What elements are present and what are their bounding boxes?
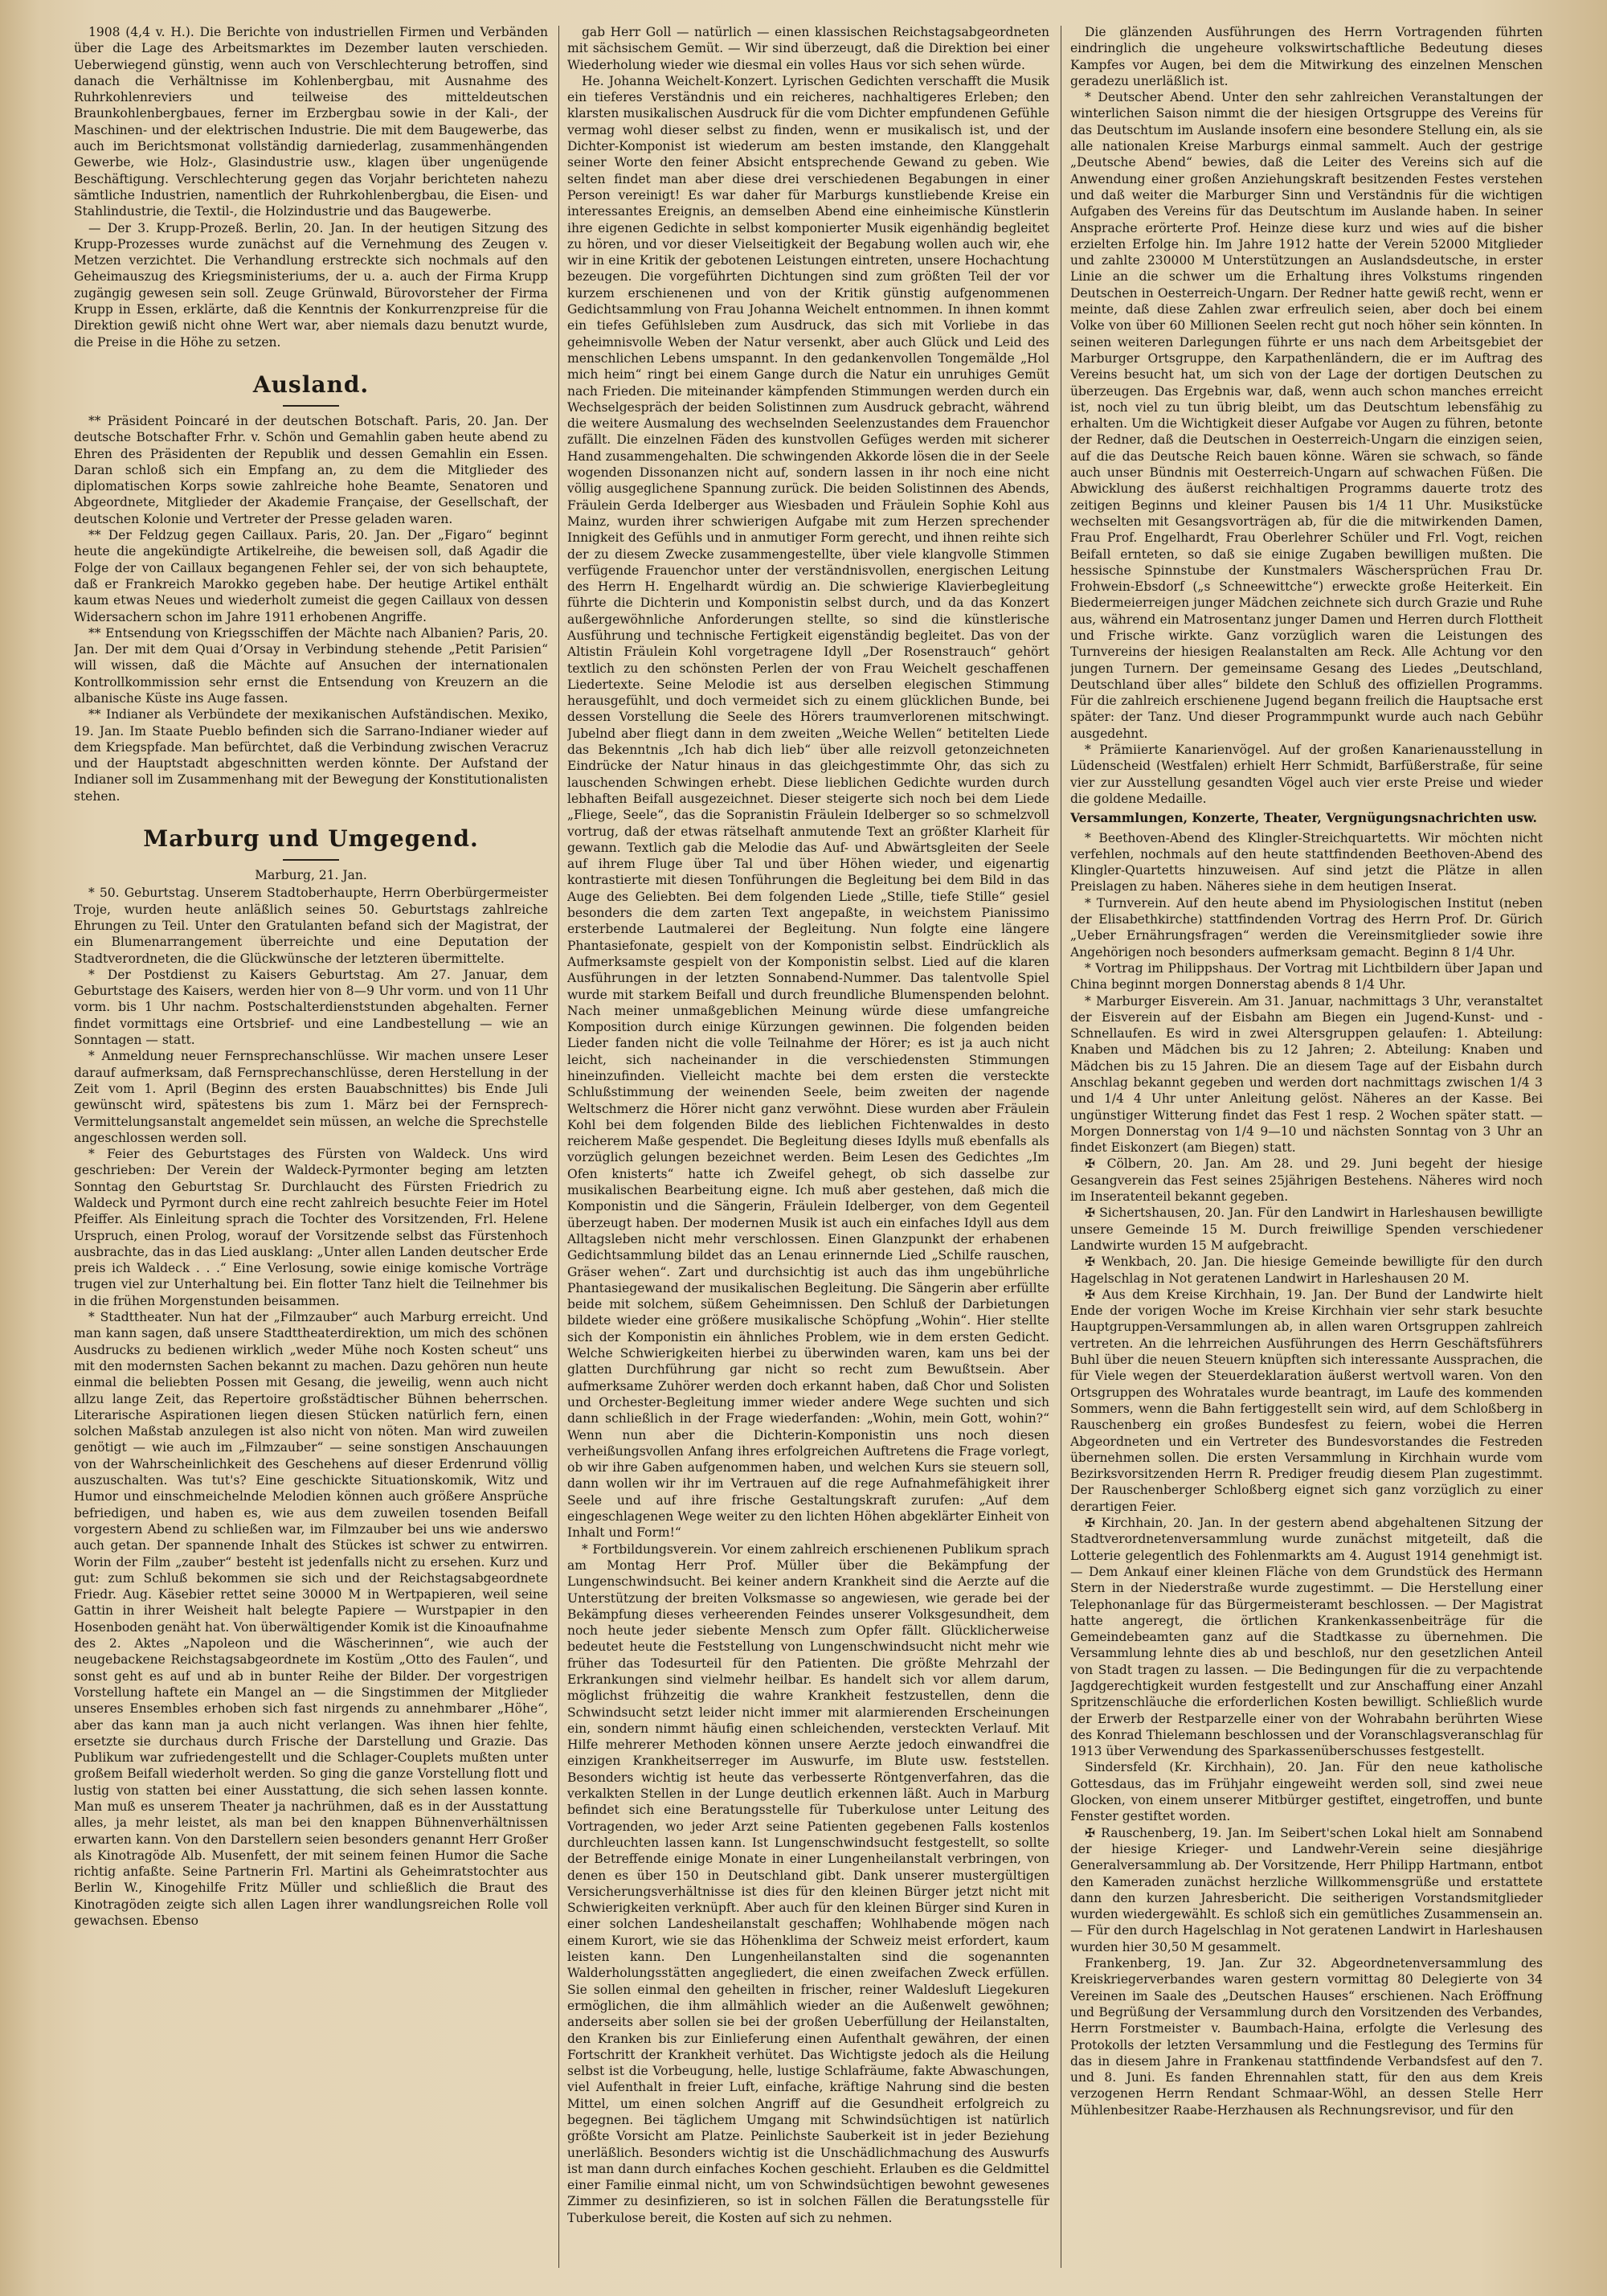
column-right bbox=[1070, 24, 1543, 2282]
column-middle bbox=[567, 24, 1049, 2282]
article-postdienst: * Der Postdienst zu Kaisers Geburtstag. Am 27. Januar, dem Geburtstage des Kaisers, werden hier von 8—9 Uhr vorm. und von 11 Uhr vorm. bis 1 Uhr nachm. Postschalterdienststunden abgehalten. Ferner findet vormittags eine Ortsbrief- und eine Landbestellung — wie an Sonntagen — statt. bbox=[74, 967, 548, 1048]
article-fernsprech: * Anmeldung neuer Fernsprechanschlüsse. Wir machen unsere Leser darauf aufmerksam, daß Fernsprechanschlüsse, deren Herstellung in der Zeit vom 1. April (Beginn des ersten Bauabschnittes) bis Ende Juli gewünscht wird, spätestens bis zum 1. März bei der Fernsprech-Vermittelungsanstalt angemeldet sein müssen, an welche die Sprechstelle angeschlossen werden soll. bbox=[74, 1049, 548, 1145]
article-rauschenberg: ✠ Rauschenberg, 19. Jan. Im Seibert'schen Lokal hielt am Sonnabend der hiesige Krieger- und Landwehr-Verein seine diesjährige Generalversammlung ab. Der Vorsitzende, Herr Philipp Hartmann, entbot den Kameraden zunächst herzliche Willkommensgrüße und erstattete dann den kurzen Jahresbericht. Die seitherigen Vorstandsmitglieder wurden wiedergewählt. Es schloß sich ein gemütliches Zusammensein an. — Für den durch Hagelschlag in Not geratenen Landwirt in Harleshausen wurden hier 30,50 M gesammelt. bbox=[1070, 1825, 1543, 1954]
article-geburtstag: * 50. Geburtstag. Unserem Stadtoberhaupte, Herrn Oberbürgermeister Troje, wurden heute anläßlich seines 50. Geburtstags zahlreiche Ehrungen zu Teil. Unter den Gratulanten befand sich der Magistrat, der ein Blumenarrangement überreichte und eine Deputation der Stadtverordneten, die die Glückwünsche der letzteren übermittelte. bbox=[74, 886, 548, 966]
article-weichelt-konzert: He. Johanna Weichelt-Konzert. Lyrischen Gedichten verschafft die Musik ein tieferes Verständnis und ein reicheres, nachhaltigeres Erleben; den klarsten musikalischen Ausdruck für die vom Dichter empfundenen Gefühle vermag wohl dieser selbst zu finden, wenn er musikalisch ist, und der Dichter-Komponist ist wiederum am besten imstande, den Klanggehalt seiner Worte den feiner Absicht entsprechende Gewand zu geben. Wie selten findet man aber diese drei verschiedenen Begabungen in einer Person vereinigt! Es war daher für Marburgs kunstliebende Kreise ein interessantes Ereignis, an demselben Abend eine einheimische Künstlerin ihre eigenen Gedichte in selbst komponierter Musik eigenhändig begleitet zu hören, und vor dieser Vielseitigkeit der Begabung wollen auch wir, ehe wir in eine Kritik der gebotenen Leistungen eintreten, unsere Hochachtung bezeugen. Die vorgeführten Dichtungen sind zum größten Teil der vor kurzem erschienenen und von der Kritik günstig aufgenommenen Gedichtsammlung von Frau Johanna Weichelt entnommen. In ihnen kommt ein tiefes Gefühlsleben zum Ausdruck, das sich mit Vorliebe in das geheimnisvolle Weben der Natur versenkt, aber auch Glück und Leid des menschlichen Lebens umspannt. In den gedankenvollen Tongemälde „Hol mich heim“ ringt bei einem Gange durch die Natur ein unruhiges Gemüt nach Frieden. Die miteinander kämpfenden Stimmungen werden durch ein Wechselgespräch der beiden Solistinnen zum Ausdruck gebracht, während die weitere Ausmalung des wechselnden Seelenzustandes dem Frauenchor zufällt. Die einzelnen Fäden des kunstvollen Gefüges werden mit sicherer Hand zusammengehalten. Die schwingenden Akkorde lösen die in der Seele wogenden Dissonanzen nicht auf, sondern lassen in ihr noch eine nicht völlig ausgeglichene Spannung zurück. Die beiden Solistinnen des Abends, Fräulein Gerda Idelberger aus Wiesbaden und Fräulein Sophie Kohl aus Mainz, wurden ihrer schwierigen Aufgabe mit zum Herzen sprechender Innigkeit des Gefühls und in anmutiger Form gerecht, und ihnen reihte sich der zu diesem Zwecke zusammengestellte, über viele klangvolle Stimmen verfügende Frauenchor unter der verständnisvollen, energischen Leitung des Herrn H. Engelhardt würdig an. Die schwierige Klavierbegleitung führte die Dichterin und Komponistin selbst durch, und da das Konzert außergewöhnliche Anforderungen stellte, so sind die künstlerische Ausführung und technische Fertigkeit eigenständig begleitet. Das von der Altistin Fräulein Kohl vorgetragene Idyll „Der Rosenstrauch“ gehört textlich zu den schönsten Perlen der von Frau Weichelt geschaffenen Liedertexte. Seine Melodie ist aus derselben elegischen Stimmung herausgefühlt, und doch vermeidet sich zu einem glücklichen Bunde, bei dessen Vorstellung die Seele des Hörers traumverlorenen mitschwingt. Jubelnd aber fliegt dann in dem zweiten „Weiche Wellen“ betitelten Liede das Bekenntnis „Ich hab dich lieb“ über alle reizvoll getonzeichneten Eindrücke der Natur hinaus in das gleichgestimmte Ohr, das sich zu lauschenden Schwingen erhebt. Diese lieblichen Gedichte wurden durch lebhaften Beifall ausgezeichnet. Dieser steigerte sich noch bei dem Liede „Fliege, Seele“, das die Sopranistin Fräulein Idelberger so so schmelzvoll vortrug, daß der etwas rätselhaft anmutende Text an größter Klarheit für gewann. Textlich gab die Melodie das Auf- und Abwärtsgleiten der Seele auf ihrem Fluge über Tal und über Höhen wieder, und eigenartig kontrastierte mit diesen Tonführungen die Begleitung bei dem Bild in das Auge des Geliebten. Bei dem folgenden Liede „Stille, tiefe Stille“ gesiel besonders die dem zarten Text angepaßte, in weichstem Pianissimo ersterbende Lautmalerei der Begleitung. Nun folgte eine längere Phantasiefonate, gespielt von der Komponistin selbst. Eindrücklich als Aufmerksamste gespielt von der Komponistin selbst. Lied auf die klaren Ausführungen in der letzten Sonnabend-Nummer. Das talentvolle Spiel wurde mit starkem Beifall und durch freundliche Blumenspenden belohnt. Nach meiner unmaßgeblichen Meinung würde diese umfangreiche Komposition durch einige Kürzungen gewinnen. Die folgenden beiden Lieder fanden nicht die volle Teilnahme der Hörer; es ist ja auch nicht leicht, sich nacheinander in die verschiedensten Stimmungen hineinzufinden. Vielleicht machte bei dem ersten die versteckte Schlußstimmung der weinenden Seele, beim zweiten der nagende Weltschmerz die Hörer nicht ganz verwöhnt. Diese wurden aber Fräulein Kohl bei dem folgenden Bilde des lieblichen Fichtenwaldes in desto reicherem Maße gespendet. Die Begleitung dieses Idylls muß ebenfalls als vorzüglich gelungen bezeichnet werden. Beim Lesen des Gedichtes „Im Ofen knisterts“ hatte ich Zweifel gehegt, ob sich dasselbe zur musikalischen Bearbeitung eigne. Ich muß aber gestehen, daß mich die Komponistin und die Sängerin, Fräulein Idelberger, von dem Gegenteil überzeugt haben. Der modernen Musik ist auch ein einfaches Idyll aus dem Alltagsleben nicht mehr verschlossen. Einen Glanzpunkt der erhabenen Gedichtsammlung bildet das an Lenau erinnernde Lied „Schilfe rauschen, Gräser wehen“. Zart und durchsichtig ist auch das ihm ungebührliche Phantasiegewand der musikalischen Begleitung. Die Sängerin aber erfüllte beide mit solchem, süßem Geheimnissen. Den Schluß der Darbietungen bildete wieder eine größere musikalische Schöpfung „Wohin“. Hier stellte sich der Komponistin ein ähnliches Problem, wie in dem ersten Gedicht. Welche Schwierigkeiten hierbei zu überwinden waren, kam uns bei der glatten Durchführung gar nicht so recht zum Bewußtsein. Aber aufmerksame Zuhörer werden doch erkannt haben, daß Chor und Solisten und Orchester-Begleitung immer wieder andere Wege suchten und sich dann schließlich in der Frage wiederfanden: „Wohin, mein Gott, wohin?“ Wenn nun aber die Dichterin-Komponistin uns noch diesen verheißungsvollen Anfang ihres erfolgreichen Auftretens die Frage vorlegt, ob wir ihre Gaben aufgenommen haben, und welchen Kurs sie steuern soll, dann wollen wir ihr im Vertrauen auf die rege Aufnahmefähigkeit ihrer Seele und auf ihre frische Gestaltungskraft zurufen: „Auf dem eingeschlagenen Wege weiter zu den lichten Höhen abgeklärter Einheit von Inhalt und Form!“ bbox=[567, 73, 1049, 1541]
article-philippshaus: * Vortrag im Philippshaus. Der Vortrag mit Lichtbildern über Japan und China beginnt morgen Donnerstag abends 8 1/4 Uhr. bbox=[1070, 960, 1543, 992]
section-heading-marburg: Marburg und Umgegend. bbox=[143, 825, 479, 853]
article-eisverein: * Marburger Eisverein. Am 31. Januar, nachmittags 3 Uhr, veranstaltet der Eisverein auf der Eisbahn am Biegen ein Jugend-Kunst- und -Schnellaufen. Es wird in zwei Altersgruppen gelaufen: 1. Abteilung: Knaben und Mädchen bis zu 12 Jahren; 2. Abteilung: Knaben und Mädchen bis zu 15 Jahren. Die an diesem Tage auf der Eisbahn durch Anschlag bekannt gegeben und werden dort nachmittags zwischen 1/4 3 und 1/4 4 Uhr unter Anleitung gelöst. Näheres an der Kasse. Bei ungünstiger Witterung findet das Fest 1 resp. 2 Wochen später statt. — Morgen Donnerstag von 1/4 9—10 und nächsten Sonntag von 3 Uhr an findet Eiskonzert (am Biegen) statt. bbox=[1070, 993, 1543, 1156]
section-heading-ausland: Ausland. bbox=[252, 370, 370, 398]
article-vortrag-continued: Die glänzenden Ausführungen des Herrn Vortragenden führten eindringlich die ungeheure volkswirtschaftliche Bedeutung dieses Kampfes vor Augen, bei dem die Mitwirkung des einzelnen Menschen geradezu unerläßlich ist. bbox=[1070, 25, 1543, 88]
article-coelbern: ✠ Cölbern, 20. Jan. Am 28. und 29. Juni begeht der hiesige Gesangverein das Fest seines 25jährigen Bestehens. Näheres wird noch im Inseratenteil bekannt gegeben. bbox=[1070, 1156, 1543, 1205]
article-theater-continued: gab Herr Goll — natürlich — einen klassischen Reichstagsabgeordneten mit sächsischem Gemüt. — Wir sind überzeugt, daß die Direktion bei einer Wiederholung wieder wie diesmal ein volles Haus vor sich sehen würde. bbox=[567, 25, 1049, 72]
article-fortbildungsverein: * Fortbildungsverein. Vor einem zahlreich erschienenen Publikum sprach am Montag Herr Prof. Müller über die Bekämpfung der Lungenschwindsucht. Bei keiner andern Krankheit sind die Aerzte auf die Unterstützung der breiten Volksmasse so angewiesen, wie gerade bei der Bekämpfung dieses verheerenden Feindes unserer Volksgesundheit, dem noch heute jeder siebente Mensch zum Opfer fällt. Glücklicherweise bedeutet heute die Feststellung von Lungenschwindsucht nicht mehr wie früher das Todesurteil für den Patienten. Die größte Mehrzahl der Erkrankungen sind vielmehr heilbar. Es handelt sich vor allem darum, möglichst frühzeitig die wahre Krankheit festzustellen, denn die Schwindsucht setzt leider nicht immer mit alarmierenden Erscheinungen ein, sondern nimmt häufig einen schleichenden, versteckten Verlauf. Mit Hilfe mehrerer Methoden können unsere Aerzte jedoch einwandfrei die einzigen Krankheitserreger im Auswurfe, im Blute usw. feststellen. Besonders wichtig ist heute das verbesserte Röntgenverfahren, das die verkalkten Stellen in der Lunge deutlich erkennen läßt. Auch in Marburg befindet sich eine Beratungsstelle für Tuberkulose unter Leitung des Vortragenden, wo jeder Arzt seine Patienten gegebenen Falls kostenlos durchleuchten lassen kann. Ist Lungenschwindsucht festgestellt, so sollte der Betreffende einige Monate in einer Lungenheilanstalt verbringen, von denen es über 150 in Deutschland gibt. Dank unserer mustergültigen Versicherungsverhältnisse ist dies für den kleinen Bürger jetzt nicht mit Schwierigkeiten verknüpft. Aber auch für den kleinen Bürger sind Kuren in einer solchen Landesheilanstalt geschaffen; Wohlhabende mögen nach einem Kurort, wie sie das Höhenklima der Schweiz meist erfordert, kaum leisten kann. Den Lungenheilanstalten sind die sogenannten Walderholungsstätten angegliedert, die einen zweifachen Zweck erfüllen. Sie sollen einmal den geheilten in frischer, reiner Waldesluft Liegekuren ermöglichen, die ihm allmählich wieder an die Außenwelt gewöhnen; anderseits aber sollen sie bei der großen Ueberfüllung der Heilanstalten, den Kranken bis zur Einlieferung einen Aufenthalt gewähren, der einen Fortschritt der Krankheit verhütet. Das Wichtigste jedoch als die Heilung selbst ist die Vorbeugung, helle, lustige Schlafräume, fakte Abwaschungen, viel Aufenthalt in freier Luft, einfache, kräftige Nahrung sind die besten Mittel, um einen solchen Angriff auf die Gesundheit erfolgreich zu begegnen. Bei täglichem Umgang mit Schwindsüchtigen ist natürlich größte Vorsicht am Platze. Peinlichste Sauberkeit ist in jeder Beziehung unerläßlich. Besonders wichtig ist die Unschädlichmachung des Auswurfs ist man dann durch einfaches Kochen geschieht. Erlauben es die Geldmittel einer Familie einmal nicht, um von Schwindsüchtigen bewohnt gewesenes Zimmer zu desinfizieren, so ist in solchen Fällen die Beratungsstelle für Tuberkulose bereit, die Kosten auf sich zu nehmen. bbox=[567, 1541, 1049, 2225]
article-arbeitsmarkt: 1908 (4,4 v. H.). Die Berichte von industriellen Firmen und Verbänden über die Lage des Arbeitsmarktes im Dezember lauten verschieden. Ueberwiegend günstig, wenn auch von Verschlechterung betroffen, sind danach die Verhältnisse im Kohlenbergbau, mit Ausnahme des Ruhrkohlenreviers und teilweise des mitteldeutschen Braunkohlenbergbaues, ferner im Erzbergbau sowie in der Kali-, der Maschinen- und der elektrischen Industrie. Die mit dem Baugewerbe, das auch im Berichtsmonat vollständig darniederlag, zusammenhängenden Gewerbe, wie Holz-, Glasindustrie usw., klagen über ungenügende Beschäftigung. Verschlechterung gegen das Vorjahr berichteten nahezu sämtliche Industrien, namentlich der Ruhrkohlenbergbau, die Eisen- und Stahlindustrie, die Textil-, die Holzindustrie und das Baugewerbe. bbox=[74, 25, 548, 219]
article-beethoven-abend: * Beethoven-Abend des Klingler-Streichquartetts. Wir möchten nicht verfehlen, nochmals auf den heute stattfindenden Beethoven-Abend des Klingler-Quartetts hinzuweisen. Auf sind jetzt die Plätze in allen Preislagen zu haben. Näheres siehe in dem heutigen Inserat. bbox=[1070, 830, 1543, 894]
column-left bbox=[74, 24, 548, 2282]
article-turnverein: * Turnverein. Auf den heute abend im Physiologischen Institut (neben der Elisabethkirche) stattfindenden Vortrag des Herrn Prof. Dr. Gürich „Ueber Ernährungsfragen“ werden die Vereinsmitglieder sowie ihre Angehörigen noch besonders aufmerksam gemacht. Beginn 8 1/4 Uhr. bbox=[1070, 895, 1543, 960]
heading-divider bbox=[283, 859, 339, 861]
article-sichertshausen: ✠ Sichertshausen, 20. Jan. Für den Landwirt in Harleshausen bewilligte unsere Gemeinde 15 M. Durch freiwillige Spenden verschiedener Landwirte wurden 15 M aufgebracht. bbox=[1070, 1205, 1543, 1253]
section-subheading-versammlungen: Versammlungen, Konzerte, Theater, Vergnügungsnachrichten usw. bbox=[1070, 810, 1537, 826]
column-rule-left bbox=[558, 26, 559, 2268]
article-waldeck: * Feier des Geburtstages des Fürsten von Waldeck. Uns wird geschrieben: Der Verein der Waldeck-Pyrmonter beging am letzten Sonntag den Geburtstag Sr. Durchlaucht des Fürsten Friedrich zu Waldeck und Pyrmont durch eine recht zahlreich besuchte Feier im Hotel Pfeiffer. Als Einleitung sprach die Tochter des Vorsitzenden, Frl. Helene Urspruch, einen Prolog, worauf der Vorsitzende selbst das Fürstenhoch ausbrachte, das in das Lied ausklang: „Unter allen Landen deutscher Erde preis ich Waldeck . . .“ Eine Verlosung, sowie einige komische Vorträge trugen viel zur Unterhaltung bei. Ein flotter Tanz hielt die Teilnehmer bis in die frühen Morgenstunden beisammen. bbox=[74, 1147, 548, 1308]
dateline: Marburg, 21. Jan. bbox=[255, 868, 367, 883]
article-mexiko: ** Indianer als Verbündete der mexikanischen Aufständischen. Mexiko, 19. Jan. Im Staate Pueblo befinden sich die Sarrano-Indianer wieder auf dem Kriegspfade. Man befürchtet, daß die Verbindung zwischen Veracruz und der Hauptstadt abgeschnitten werden könnte. Der Aufstand der Indianer soll im Zusammenhang mit der Bewegung der Konstitutionalisten stehen. bbox=[74, 707, 548, 804]
page-fold-shadow bbox=[0, 0, 56, 2296]
article-deutscher-abend: * Deutscher Abend. Unter den sehr zahlreichen Veranstaltungen der winterlichen Saison nimmt die der hiesigen Ortsgruppe des Vereins für das Deutschtum im Auslande insofern eine besondere Stellung ein, als sie alle nationalen Kreise Marburgs einmal sammelt. Auch der gestrige „Deutsche Abend“ bewies, daß die Leiter des Vereins sich auf die Anwendung einer großen Anziehungskraft besitzenden Festes verstehen und daß weiter die Marburger Sinn und Verständnis für die wichtigen Aufgaben des Vereins für das Deutschtum im Auslande haben. In seiner Ansprache erörterte Prof. Heinze diese kurz und wies auf die bisher erzielten Erfolge hin. Im Jahre 1912 hatte der Verein 52000 Mitglieder und zahlte 230000 M Unterstützungen an Auslandsdeutsche, in erster Linie an die schwer um die Erhaltung ihres Volkstums ringenden Deutschen in Oesterreich-Ungarn. Der Redner hatte gewiß recht, wenn er meinte, daß diese Zahlen zwar erfreulich seien, aber doch bei einem Volke von über 60 Millionen Seelen recht gut noch höher sein könnten. In seinen weiteren Darlegungen führte er uns nach dem Arbeitsgebiet der Marburger Ortsgruppe, den Karpathenländern, die er im Auftrag des Vereins besucht hat, um sich von der Lage der dortigen Deutschen zu überzeugen. Das Ergebnis war, daß, wenn auch schon manches erreicht ist, noch viel zu tun übrig bleibt, um das Deutschtum lebensfähig zu erhalten. Um die Wichtigkeit dieser Aufgabe vor Augen zu führen, betonte der Redner, daß die Deutschen in Oesterreich-Ungarn die einzigen seien, auf die das Deutsche Reich bauen könne. Wären sie schwach, so fände auch unser Bündnis mit Oesterreich-Ungarn auf schwachen Füßen. Die Abwicklung des äußerst reichhaltigen Programms dauerte trotz des zeitigen Beginns und kleiner Pausen bis 1/4 11 Uhr. Musikstücke wechselten mit Gesangsvorträgen ab, für die die mitwirkenden Damen, Frau Prof. Engelhardt, Frau Oberlehrer Schüler und Frl. Vogt, reichen Beifall ernteten, so daß sie einige Zugaben bewilligen mußten. Die hessische Spinnstube der Kunstmalers Wäschersprüchen Frau Dr. Frohwein-Ebsdorf („s Schneewittche“) erweckte große Heiterkeit. Ein Biedermeierreigen junger Mädchen zeichnete sich durch Grazie und Ruhe aus, während ein Matrosentanz junger Damen und Herren durch Flottheit und Frische wirkte. Ganz vorzüglich waren die Leistungen des Turnvereins der hiesigen Realanstalten am Reck. Alle Achtung vor den jungen Turnern. Der gemeinsame Gesang des Liedes „Deutschland, Deutschland über alles“ bildete den Schluß des offiziellen Programms. Für die zahlreich erschienene Jugend begann freilich die Hauptsache erst später: der Tanz. Und dieser Programmpunkt wurde auch nach Gebühr ausgedehnt. bbox=[1070, 90, 1543, 741]
article-kirchhain: ✠ Kirchhain, 20. Jan. In der gestern abend abgehaltenen Sitzung der Stadtverordnetenversammlung wurde zunächst mitgeteilt, daß die Lotterie gelegentlich des Fohlenmarkts am 4. August 1914 genehmigt ist. — Dem Ankauf einer kleinen Fläche von dem Grundstück des Hermann Stern in der Niederstraße wurde zugestimmt. — Die Herstellung einer Telephonanlage für das Bürgermeisteramt beschlossen. — Der Magistrat hatte angeregt, die örtlichen Krankenkassenbeiträge für die Gemeindebeamten ganz auf die Stadtkasse zu übernehmen. Die Versammlung lehnte dies ab und beschloß, nur den gesetzlichen Anteil von Stadt tragen zu lassen. — Die Bedingungen für die zu verpachtende Jagdgerechtigkeit wurden festgestellt und zur Anschaffung einer Anzahl Spritzenschläuche die erforderlichen Kosten bewilligt. Schließlich wurde der Erwerb der Restparzelle einer von der Wohrabahn berührten Wiese des Konrad Thielemann beschlossen und der Voranschlagsveranschlag für 1913 über Verwendung des Sparkassenüberschusses festgestellt. bbox=[1070, 1516, 1543, 1759]
article-albanien: ** Entsendung von Kriegsschiffen der Mächte nach Albanien? Paris, 20. Jan. Der mit dem Quai d’Orsay in Verbindung stehende „Petit Parisien“ will wissen, daß die Mächte auf Ansuchen der internationalen Kontrollkommission sehr ernst die Entsendung von Kreuzern an die albanische Küste ins Auge fassen. bbox=[74, 625, 548, 706]
article-sindersfeld: Sindersfeld (Kr. Kirchhain), 20. Jan. Für den neue katholische Gottesdaus, das im Frühjahr eingeweiht werden soll, sind zwei neue Glocken, von einem unserer Mitbürger gestiftet, eingetroffen, und bunte Fenster gestiftet worden. bbox=[1070, 1760, 1543, 1824]
article-poincare: ** Präsident Poincaré in der deutschen Botschaft. Paris, 20. Jan. Der deutsche Botschafter Frhr. v. Schön und Gemahlin gaben heute abend zu Ehren des Präsidenten der Republik und dessen Gemahlin ein Essen. Daran schloß sich ein Empfang an, zu dem die Mitglieder des diplomatischen Korps sowie zahlreiche hohe Beamte, Senatoren und Abgeordnete, Mitglieder der Akademie Française, der Gesellschaft, der deutschen Kolonie und Vertreter der Presse geladen waren. bbox=[74, 413, 548, 526]
article-krupp-prozess: — Der 3. Krupp-Prozeß. Berlin, 20. Jan. In der heutigen Sitzung des Krupp-Prozesses wurde zunächst auf die Vernehmung des Zeugen v. Metzen verzichtet. Die Verhandlung erstreckte sich nochmals auf den Geheimauszug des Kriegsministeriums, der u. a. auch der Firma Krupp zugängig gewesen sein soll. Zeuge Grünwald, Bürovorsteher der Firma Krupp in Essen, erklärte, daß die Kenntnis der Konkurrenzpreise für die Direktion gewiß nicht ohne Wert war, aber niemals dazu benutzt wurde, die Preise in die Höhe zu setzen. bbox=[74, 220, 548, 350]
article-kanarienvoegel: * Prämiierte Kanarienvögel. Auf der großen Kanarienausstellung in Lüdenscheid (Westfalen) erhielt Herr Schmidt, Barfüßerstraße, für seine vier zur Ausstellung gesandten Vögel auch vier erste Preise und wieder die goldene Medaille. bbox=[1070, 743, 1543, 806]
article-kreis-kirchhain: ✠ Aus dem Kreise Kirchhain, 19. Jan. Der Bund der Landwirte hielt Ende der vorigen Woche im Kreise Kirchhain vier sehr stark besuchte Hauptgruppen-Versammlungen ab, in allen waren Ortsgruppen zahlreich vertreten. An die lehrreichen Ausführungen des Herrn Geschäftsführers Buhl über die neuen Steuern knüpften sich interessante Aussprachen, die für Viele wegen der Steuerdeklaration äußerst wertvoll waren. Von den Ortsgruppen des Wohratales wurde beantragt, im Laufe des kommenden Sommers, wenn die Bahn fertiggestellt sein wird, auf dem Schloßberg in Rauschenberg ein großes Bundesfest zu feiern, wobei die Herren Abgeordneten und ein Vertreter des Bundesvorstandes die Festreden übernehmen sollen. Die ersten Versammlung in Kirchhain wurde vom Bezirksvorsitzenden Herrn R. Prediger freudig diesem Plan zugestimmt. Der Rauschenberger Schloßberg eignet sich ganz vorzüglich zu einer derartigen Feier. bbox=[1070, 1287, 1543, 1514]
article-stadttheater: * Stadttheater. Nun hat der „Filmzauber“ auch Marburg erreicht. Und man kann sagen, daß unsere Stadttheaterdirektion, um mich des schönen Ausdrucks zu bedienen wirklich „weder Mühe noch Kosten scheut“ uns mit den modernsten Sachen bekannt zu machen. Dazu gehören nun heute einmal die beliebten Possen mit Gesang, die jeweilig, wenn auch nicht allzu lange Zeit, das Repertoire großstädtischer Bühnen beherrschen. Literarische Aspirationen liegen diesen Stücken natürlich fern, einen solchen Maßstab anzulegen ist also nicht von nöten. Man wird zuweilen genötigt — wie auch im „Filmzauber“ — seine sonstigen Anschauungen von der Wahrscheinlichkeit des Geschehens auf dieser Erdenrund völlig auszuschalten. Was tut's? Eine geschickte Situationskomik, Witz und Humor und einschmeichelnde Melodien können auch größere Ansprüche befriedigen, und haben es, wie aus dem zuweilen tosenden Beifall vorgestern Abend zu schließen war, im Filmzauber bei uns wie anderswo auch getan. Der spannende Inhalt des Stückes ist schwer zu entwirren. Worin der Film „zauber“ besteht ist jedenfalls nicht zu ersehen. Kurz und gut: zum Schluß bekommen sie sich und der Reichstagsabgeordnete Friedr. Aug. Käsebier rettet seine 30000 M in Wertpapieren, weil seine Gattin in ihrer Weisheit halt belegte Papiere — Wurstpapier in den Hosenboden genäht hat. Von überwältigender Komik ist die Kinoaufnahme des 2. Aktes „Napoleon und die Wäscherinnen“, wie auch der neugebackene Reichstagsabgeordnete im Kostüm „Otto des Faulen“, und sonst geht es auf und ab in bunter Reihe der Bilder. Der vorgestrigen Vorstellung haftete ein Mangel an — die Singstimmen der Mitglieder unseres Ensembles erhoben sich fast nirgends zu annehmbarer „Höhe“, aber das kann man ja auch nicht verlangen. Was ihnen hier fehlte, ersetzte sie durchaus durch Frische der Darstellung und Grazie. Das Publikum war zufriedengestellt und die Schlager-Couplets mußten unter großem Beifall wiederholt werden. So ging die ganze Vorstellung flott und lustig von statten bei einer Ausstattung, die sich sehen lassen konnte. Man muß es unserem Theater ja nachrühmen, daß es in der Ausstattung alles, ja mehr leistet, als man bei den knappen Bühnenverhältnissen erwarten kann. Von den Darstellern seien besonders genannt Herr Großer als Kinotragöde Alb. Musenfett, der mit seinem feinen Humor die Sache richtig anfaßte. Seine Partnerin Frl. Martini als Geheimratstochter aus Berlin W., Kinogehilfe Fritz Müller und schließlich die Braut des Kinotragöden zeigte sich allen Lagen ihrer wandlungsreichen Rolle voll gewachsen. Ebenso bbox=[74, 1310, 548, 1929]
article-caillaux: ** Der Feldzug gegen Caillaux. Paris, 20. Jan. Der „Figaro“ beginnt heute die angekündigte Artikelreihe, die beweisen soll, daß Agadir die Folge der von Caillaux begangenen Fehler sei, der von sich behauptete, daß er Frankreich Marokko gegeben habe. Der heutige Artikel enthält kaum etwas Neues und wiederholt zumeist die gegen Caillaux von dessen Widersachern schon im Jahre 1911 erhobenen Angriffe. bbox=[74, 528, 548, 624]
heading-divider bbox=[283, 405, 339, 407]
article-wenkbach: ✠ Wenkbach, 20. Jan. Die hiesige Gemeinde bewilligte für den durch Hagelschlag in Not geratenen Landwirt in Harleshausen 20 M. bbox=[1070, 1254, 1543, 1286]
article-frankenberg: Frankenberg, 19. Jan. Zur 32. Abgeordnetenversammlung des Kreiskriegerverbandes waren gestern vormittag 80 Delegierte von 34 Vereinen im Saale des „Deutschen Hauses“ erschienen. Nach Eröffnung und Begrüßung der Versammlung durch den Vorsitzenden des Verbandes, Herrn Forstmeister v. Baumbach-Haina, erfolgte die Verlesung des Protokolls der letzten Versammlung und die Festlegung des Termins für das in diesem Jahre in Frankenau stattfindende Verbandsfest auf den 7. und 8. Juni. Es fanden Ehrennahlen statt, für den aus dem Kreis verzogenen Herrn Rendant Schmaar-Wöhl, an dessen Stelle Herr Mühlenbesitzer Raabe-Herzhausen als Rechnungsrevisor, und für den bbox=[1070, 1956, 1543, 2118]
